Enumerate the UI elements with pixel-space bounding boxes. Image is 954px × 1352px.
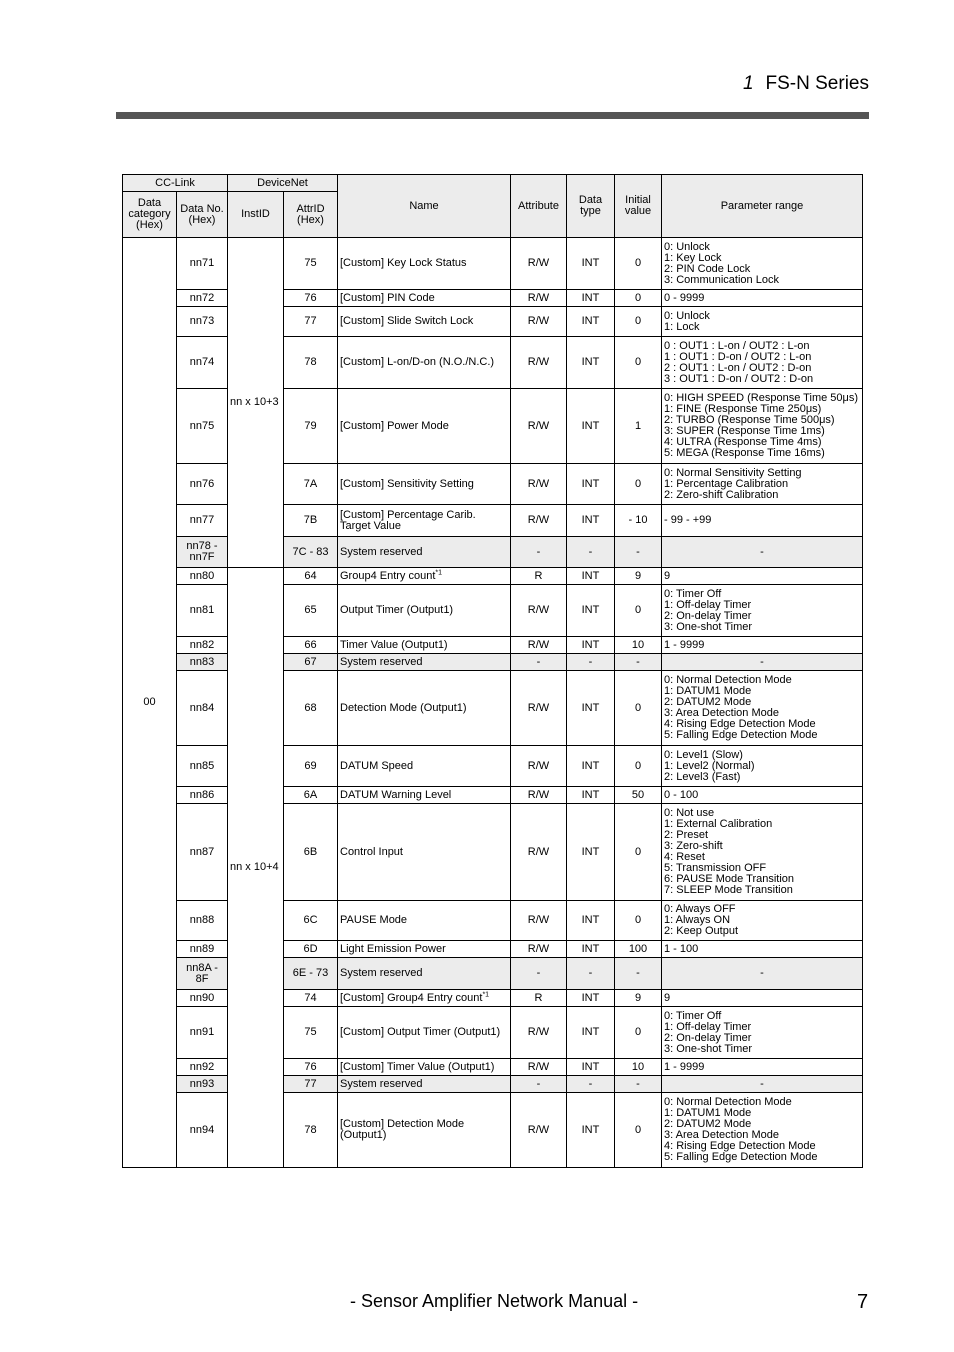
data-no-cell: nn88 xyxy=(177,901,228,941)
table-body xyxy=(123,238,863,1168)
data-no-cell: nn71 xyxy=(177,238,228,290)
data-no-cell: nn76 xyxy=(177,464,228,505)
range-line: 0: HIGH SPEED (Response Time 50μs) xyxy=(664,392,859,404)
attribute-cell: - xyxy=(511,537,567,568)
data-type-cell: INT xyxy=(567,568,615,585)
attrid-cell: 6B xyxy=(284,804,338,901)
data-no-cell: nn83 xyxy=(177,654,228,671)
data-type-cell: INT xyxy=(567,671,615,746)
name-text: [Custom] PIN Code xyxy=(340,291,435,304)
range-line: 0: Level1 (Slow) xyxy=(664,748,743,761)
range-line: 1 - 100 xyxy=(664,942,699,955)
name-cell xyxy=(338,1093,511,1168)
attrid-cell: 77 xyxy=(284,1076,338,1093)
data-type-cell: INT xyxy=(567,337,615,389)
chapter-number: 1 xyxy=(742,73,754,94)
attribute-cell: R/W xyxy=(511,1059,567,1076)
name-cell xyxy=(338,1059,511,1076)
attribute-cell: R/W xyxy=(511,464,567,505)
chapter-header xyxy=(743,73,869,95)
data-no-cell: nn90 xyxy=(177,990,228,1007)
attribute-cell: R xyxy=(511,990,567,1007)
attrid-cell: 6D xyxy=(284,941,338,958)
data-type-cell: INT xyxy=(567,290,615,307)
data-type-cell: INT xyxy=(567,585,615,637)
initial-value-cell: - xyxy=(615,654,662,671)
data-no-cell: nn91 xyxy=(177,1007,228,1059)
initial-value-cell: 0 xyxy=(615,746,662,787)
range-line: 1 : OUT1 : D-on / OUT2 : L-on xyxy=(664,350,812,363)
attribute-cell: R/W xyxy=(511,238,567,290)
initial-value-cell: 0 xyxy=(615,307,662,337)
attrid-cell: 65 xyxy=(284,585,338,637)
attribute-cell: R/W xyxy=(511,389,567,464)
attribute-cell: R/W xyxy=(511,787,567,804)
parameter-range-cell xyxy=(662,505,863,537)
range-line: 0: Timer Off xyxy=(664,587,722,600)
parameter-range-cell xyxy=(662,941,863,958)
name-text: Output Timer (Output1) xyxy=(340,604,454,616)
data-no-cell: nn74 xyxy=(177,337,228,389)
attribute-cell: R/W xyxy=(511,1007,567,1059)
name-text: System reserved xyxy=(340,545,423,558)
data-type-cell: INT xyxy=(567,389,615,464)
initial-value-cell: 0 xyxy=(615,290,662,307)
name-text: Light Emission Power xyxy=(340,942,446,955)
attribute-cell: R/W xyxy=(511,804,567,901)
range-line: 2 : OUT1 : L-on / OUT2 : D-on xyxy=(664,361,812,374)
range-line: 9 xyxy=(664,991,671,1004)
attrid-cell: 69 xyxy=(284,746,338,787)
range-line: 2: On-delay Timer xyxy=(664,609,752,622)
attribute-cell: R/W xyxy=(511,290,567,307)
initial-value-cell: 0 xyxy=(615,337,662,389)
name-cell xyxy=(338,1076,511,1093)
name-cell xyxy=(338,1007,511,1059)
range-line: 3: One-shot Timer xyxy=(664,620,753,633)
initial-value-cell: 9 xyxy=(615,568,662,585)
range-line: 0: Always OFF xyxy=(664,903,736,915)
initial-value-cell: 0 xyxy=(615,671,662,746)
initial-value-cell: 0 xyxy=(615,1093,662,1168)
range-line: 1 - 9999 xyxy=(664,1060,705,1073)
parameter-range-cell xyxy=(662,1076,863,1093)
name-text: DATUM Speed xyxy=(340,759,414,772)
range-line: 2: Keep Output xyxy=(664,925,738,937)
range-line: 2: DATUM2 Mode xyxy=(664,1118,752,1130)
attrid-cell: 78 xyxy=(284,1093,338,1168)
range-line: 2: PIN Code Lock xyxy=(664,262,751,275)
name-cell xyxy=(338,307,511,337)
parameter-range-header: Parameter range xyxy=(662,175,863,238)
parameter-table xyxy=(122,174,863,1168)
attribute-cell: - xyxy=(511,958,567,990)
range-line: - 99 - +99 xyxy=(664,514,712,526)
data-type-cell: INT xyxy=(567,804,615,901)
parameter-range-cell xyxy=(662,537,863,568)
initial-value-cell: - xyxy=(615,1076,662,1093)
name-text: Timer Value (Output1) xyxy=(340,638,448,651)
parameter-range-cell xyxy=(662,804,863,901)
name-text: [Custom] Percentage Carib. Target Value xyxy=(340,508,476,532)
header-rule xyxy=(116,112,869,119)
attrid-cell: 67 xyxy=(284,654,338,671)
range-line: 0: Normal Sensitivity Setting xyxy=(664,466,802,479)
initial-value-cell: 9 xyxy=(615,990,662,1007)
parameter-range-cell xyxy=(662,290,863,307)
cclink-header: CC-Link xyxy=(123,175,228,192)
attrid-cell: 75 xyxy=(284,1007,338,1059)
parameter-range-cell xyxy=(662,958,863,990)
range-line: 2: DATUM2 Mode xyxy=(664,696,752,708)
name-cell xyxy=(338,337,511,389)
parameter-range-cell xyxy=(662,990,863,1007)
range-line: 0: Normal Detection Mode xyxy=(664,674,792,686)
initial-value-cell: 0 xyxy=(615,464,662,505)
name-text: [Custom] Detection Mode (Output1) xyxy=(340,1118,465,1141)
initial-value-cell: 0 xyxy=(615,1007,662,1059)
table-row xyxy=(123,238,863,290)
parameter-range-cell xyxy=(662,787,863,804)
data-no-cell: nn77 xyxy=(177,505,228,537)
data-category-cell: 00 xyxy=(123,238,177,1168)
data-type-cell: INT xyxy=(567,307,615,337)
range-line: 1: Off-delay Timer xyxy=(664,1020,752,1033)
range-line: - xyxy=(760,545,764,558)
data-no-cell: nn73 xyxy=(177,307,228,337)
data-type-header: Data type xyxy=(567,175,615,238)
range-line: 3: Area Detection Mode xyxy=(664,707,779,719)
range-line: 1: DATUM1 Mode xyxy=(664,1107,752,1119)
name-text: [Custom] Sensitivity Setting xyxy=(340,477,474,490)
range-line: 3: Communication Lock xyxy=(664,273,779,286)
range-line: 5: Falling Edge Detection Mode xyxy=(664,1151,818,1163)
range-line: 0 - 9999 xyxy=(664,291,705,304)
data-no-cell: nn80 xyxy=(177,568,228,585)
range-line: 1: Percentage Calibration xyxy=(664,477,789,490)
initial-value-cell: 0 xyxy=(615,585,662,637)
attrid-cell: 75 xyxy=(284,238,338,290)
name-text: Detection Mode (Output1) xyxy=(340,701,467,714)
attrid-cell: 77 xyxy=(284,307,338,337)
initial-value-cell: 100 xyxy=(615,941,662,958)
range-line: 4: ULTRA (Response Time 4ms) xyxy=(664,436,822,448)
page-number: 7 xyxy=(857,1291,869,1313)
data-no-cell: nn78 - nn7F xyxy=(177,537,228,568)
range-line: 0: Normal Detection Mode xyxy=(664,1096,792,1108)
range-line: - xyxy=(760,1077,764,1090)
attrid-cell: 7B xyxy=(284,505,338,537)
footnote-marker: *1 xyxy=(482,990,490,998)
attrid-cell: 64 xyxy=(284,568,338,585)
attrid-cell: 6E - 73 xyxy=(284,958,338,990)
range-line: 3 : OUT1 : D-on / OUT2 : D-on xyxy=(664,372,814,385)
attribute-cell: R/W xyxy=(511,637,567,654)
name-cell xyxy=(338,505,511,537)
name-cell xyxy=(338,958,511,990)
name-text: Group4 Entry count xyxy=(340,569,436,582)
range-line: 0 : OUT1 : L-on / OUT2 : L-on xyxy=(664,339,810,352)
parameter-range-cell xyxy=(662,585,863,637)
range-line: 5: Transmission OFF xyxy=(664,862,767,874)
attrid-cell: 76 xyxy=(284,1059,338,1076)
range-line: 1: Level2 (Normal) xyxy=(664,759,755,772)
range-line: 1: Off-delay Timer xyxy=(664,598,752,611)
name-cell xyxy=(338,537,511,568)
data-no-cell: nn72 xyxy=(177,290,228,307)
parameter-range-cell xyxy=(662,307,863,337)
attribute-header: Attribute xyxy=(511,175,567,238)
data-type-cell: INT xyxy=(567,238,615,290)
data-type-cell: INT xyxy=(567,1093,615,1168)
attribute-cell: R/W xyxy=(511,307,567,337)
attribute-cell: - xyxy=(511,654,567,671)
instid-header: InstID xyxy=(228,192,284,238)
devicenet-header: DeviceNet xyxy=(228,175,338,192)
data-no-cell: nn87 xyxy=(177,804,228,901)
range-line: 3: Zero-shift xyxy=(664,840,723,852)
parameter-range-cell xyxy=(662,654,863,671)
name-cell xyxy=(338,804,511,901)
parameter-range-cell xyxy=(662,1007,863,1059)
name-text: [Custom] Timer Value (Output1) xyxy=(340,1060,495,1073)
parameter-range-cell xyxy=(662,568,863,585)
range-line: 1: Lock xyxy=(664,320,700,333)
name-text: [Custom] Power Mode xyxy=(340,419,449,432)
attrid-cell: 68 xyxy=(284,671,338,746)
name-cell xyxy=(338,746,511,787)
name-text: [Custom] L-on/D-on (N.O./N.C.) xyxy=(340,356,495,368)
range-line: 7: SLEEP Mode Transition xyxy=(664,884,793,896)
data-type-cell: INT xyxy=(567,746,615,787)
range-line: - xyxy=(760,967,764,979)
attrid-cell: 7A xyxy=(284,464,338,505)
parameter-range-cell xyxy=(662,1059,863,1076)
data-type-cell: - xyxy=(567,958,615,990)
attribute-cell: R/W xyxy=(511,941,567,958)
range-line: 2: On-delay Timer xyxy=(664,1031,752,1044)
name-text: Control Input xyxy=(340,845,403,858)
initial-value-cell: 0 xyxy=(615,804,662,901)
attrid-cell: 6C xyxy=(284,901,338,941)
name-cell xyxy=(338,637,511,654)
range-line: 0 - 100 xyxy=(664,788,699,801)
instid-cell: nn x 10+4 xyxy=(228,568,284,1168)
name-header: Name xyxy=(338,175,511,238)
chapter-title: FS-N Series xyxy=(765,73,869,94)
data-no-cell: nn84 xyxy=(177,671,228,746)
attribute-cell: R/W xyxy=(511,901,567,941)
name-text: PAUSE Mode xyxy=(340,914,408,926)
attrid-cell: 74 xyxy=(284,990,338,1007)
footnote-marker: *1 xyxy=(435,568,443,576)
range-line: 0: Unlock xyxy=(664,309,710,322)
name-text: System reserved xyxy=(340,1077,423,1090)
name-cell xyxy=(338,585,511,637)
range-line: 3: Area Detection Mode xyxy=(664,1129,779,1141)
data-type-cell: INT xyxy=(567,1007,615,1059)
range-line: 5: MEGA (Response Time 16ms) xyxy=(664,447,825,459)
data-no-header: Data No. (Hex) xyxy=(177,192,228,238)
data-no-cell: nn8A - 8F xyxy=(177,958,228,990)
range-line: 0: Timer Off xyxy=(664,1009,722,1022)
initial-value-cell: - 10 xyxy=(615,505,662,537)
range-line: 0: Unlock xyxy=(664,240,710,253)
name-cell xyxy=(338,990,511,1007)
manual-title: - Sensor Amplifier Network Manual - xyxy=(350,1291,639,1311)
data-type-cell: - xyxy=(567,1076,615,1093)
initial-value-cell: 10 xyxy=(615,1059,662,1076)
parameter-range-cell xyxy=(662,901,863,941)
attribute-cell: R/W xyxy=(511,671,567,746)
name-cell xyxy=(338,941,511,958)
range-line: 0: Not use xyxy=(664,807,715,819)
parameter-range-cell xyxy=(662,238,863,290)
data-no-cell: nn86 xyxy=(177,787,228,804)
parameter-range-cell xyxy=(662,464,863,505)
data-no-cell: nn85 xyxy=(177,746,228,787)
attribute-cell: R/W xyxy=(511,746,567,787)
data-type-cell: INT xyxy=(567,1059,615,1076)
attribute-cell: R/W xyxy=(511,337,567,389)
name-text: System reserved xyxy=(340,967,423,979)
parameter-range-cell xyxy=(662,671,863,746)
name-text: [Custom] Key Lock Status xyxy=(340,257,467,269)
range-line: 6: PAUSE Mode Transition xyxy=(664,873,795,885)
attribute-cell: R/W xyxy=(511,585,567,637)
name-cell xyxy=(338,568,511,585)
range-line: 1: Always ON xyxy=(664,914,731,926)
range-line: 2: TURBO (Response Time 500μs) xyxy=(664,414,835,426)
name-text: System reserved xyxy=(340,655,423,668)
range-line: 1: DATUM1 Mode xyxy=(664,685,752,697)
range-line: 4: Reset xyxy=(664,851,705,863)
name-cell xyxy=(338,901,511,941)
range-line: 1: Key Lock xyxy=(664,251,722,264)
instid-cell: nn x 10+3 xyxy=(228,238,284,568)
attribute-cell: R/W xyxy=(511,505,567,537)
name-cell xyxy=(338,238,511,290)
initial-value-cell: 0 xyxy=(615,238,662,290)
data-type-cell: INT xyxy=(567,637,615,654)
data-no-cell: nn94 xyxy=(177,1093,228,1168)
data-type-cell: - xyxy=(567,537,615,568)
attrid-cell: 6A xyxy=(284,787,338,804)
data-no-cell: nn82 xyxy=(177,637,228,654)
range-line: 9 xyxy=(664,569,671,582)
data-no-cell: nn75 xyxy=(177,389,228,464)
name-text: DATUM Warning Level xyxy=(340,788,452,801)
name-text: [Custom] Slide Switch Lock xyxy=(340,315,474,327)
name-cell xyxy=(338,654,511,671)
name-cell xyxy=(338,671,511,746)
data-type-cell: INT xyxy=(567,505,615,537)
attrid-cell: 7C - 83 xyxy=(284,537,338,568)
data-type-cell: INT xyxy=(567,787,615,804)
range-line: 1: External Calibration xyxy=(664,818,773,830)
data-no-cell: nn93 xyxy=(177,1076,228,1093)
attrid-cell: 66 xyxy=(284,637,338,654)
name-cell xyxy=(338,389,511,464)
attrid-cell: 78 xyxy=(284,337,338,389)
range-line: 4: Rising Edge Detection Mode xyxy=(664,1140,816,1152)
attribute-cell: R xyxy=(511,568,567,585)
data-type-cell: INT xyxy=(567,941,615,958)
initial-value-cell: 10 xyxy=(615,637,662,654)
data-type-cell: INT xyxy=(567,901,615,941)
range-line: 2: Level3 (Fast) xyxy=(664,770,741,783)
initial-value-cell: - xyxy=(615,958,662,990)
data-no-cell: nn92 xyxy=(177,1059,228,1076)
initial-value-cell: 1 xyxy=(615,389,662,464)
data-category-header: Data category (Hex) xyxy=(123,192,177,238)
name-text: [Custom] Output Timer (Output1) xyxy=(340,1026,501,1038)
data-type-cell: - xyxy=(567,654,615,671)
initial-value-header: Initial value xyxy=(615,175,662,238)
range-line: 2: Preset xyxy=(664,829,709,841)
parameter-range-cell xyxy=(662,746,863,787)
parameter-range-cell xyxy=(662,337,863,389)
initial-value-cell: 0 xyxy=(615,901,662,941)
parameter-range-cell xyxy=(662,1093,863,1168)
name-text: [Custom] Group4 Entry count xyxy=(340,991,483,1004)
name-cell xyxy=(338,787,511,804)
attrid-cell: 79 xyxy=(284,389,338,464)
range-line: 1 - 9999 xyxy=(664,638,705,651)
attribute-cell: - xyxy=(511,1076,567,1093)
initial-value-cell: - xyxy=(615,537,662,568)
parameter-range-cell xyxy=(662,389,863,464)
data-type-cell: INT xyxy=(567,464,615,505)
attribute-cell: R/W xyxy=(511,1093,567,1168)
parameter-range-cell xyxy=(662,637,863,654)
initial-value-cell: 50 xyxy=(615,787,662,804)
data-no-cell: nn81 xyxy=(177,585,228,637)
data-type-cell: INT xyxy=(567,990,615,1007)
table-row xyxy=(123,568,863,585)
range-line: 1: FINE (Response Time 250μs) xyxy=(664,403,822,415)
attrid-header: AttrID (Hex) xyxy=(284,192,338,238)
name-cell xyxy=(338,464,511,505)
range-line: - xyxy=(760,655,764,668)
range-line: 3: One-shot Timer xyxy=(664,1042,753,1055)
range-line: 3: SUPER (Response Time 1ms) xyxy=(664,425,825,437)
attrid-cell: 76 xyxy=(284,290,338,307)
range-line: 4: Rising Edge Detection Mode xyxy=(664,718,816,730)
data-no-cell: nn89 xyxy=(177,941,228,958)
range-line: 5: Falling Edge Detection Mode xyxy=(664,729,818,741)
range-line: 2: Zero-shift Calibration xyxy=(664,488,779,501)
name-cell xyxy=(338,290,511,307)
